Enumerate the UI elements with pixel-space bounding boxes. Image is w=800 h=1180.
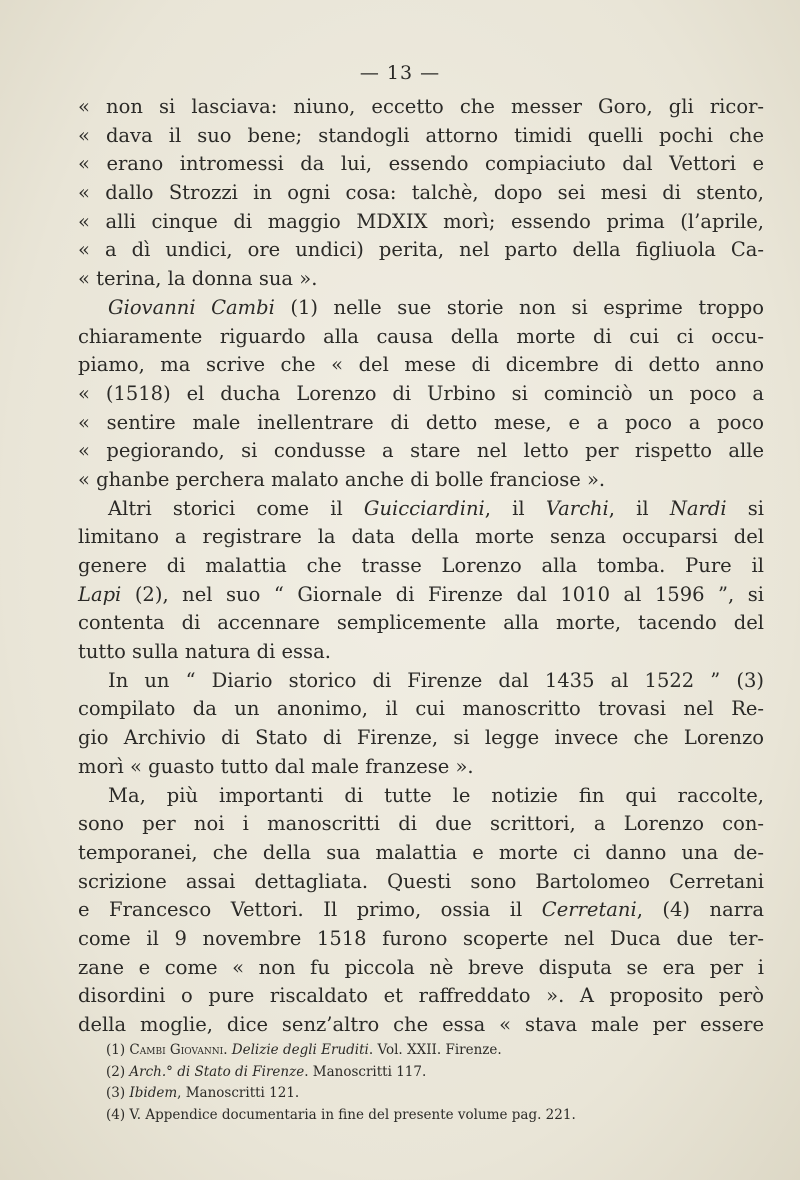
text-run: . (223, 1042, 232, 1058)
text-run: (4) V. Appendice documentaria in fine del presente volume pag. 221. (106, 1106, 576, 1123)
text-run: Ma, più importanti di tutte le notizie fin qui raccolte, (108, 783, 764, 807)
text-run: « ghanbe perchera malato anche di bolle franciose ». (78, 467, 606, 491)
text-run: « a dì undici, ore undici) perita, nel parto della figliuola Ca- (78, 238, 764, 262)
text-run: tutto sulla natura di essa. (78, 640, 331, 664)
text-run: compilato da un anonimo, il cui manoscritto trovasi nel Re- (78, 697, 764, 721)
text-run: . Vol. XXII. Firenze. (368, 1042, 502, 1058)
text-run: « dallo Strozzi in ogni cosa: talchè, dopo sei mesi di stento, (78, 181, 764, 205)
text-run: (3) (106, 1085, 130, 1101)
page-number-header: — 13 — (359, 62, 441, 84)
text-run: « erano intromessi da lui, essendo compiaciuto dal Vettori e (78, 152, 764, 176)
text-line (78, 839, 764, 868)
text-run: « non si lasciava: niuno, eccetto che messer Goro, gli ricor- (78, 95, 764, 118)
text-run: zane e come « non fu piccola nè breve disputa se era per i (78, 955, 764, 979)
italic-text: Ibidem (129, 1085, 178, 1101)
text-run: (1) nelle sue storie non si esprime troppo (274, 295, 764, 319)
italic-text: Arch.° di Stato di Firenze (129, 1063, 305, 1080)
text-line (78, 122, 764, 151)
text-line (78, 896, 764, 925)
text-run: « (1518) el ducha Lorenzo di Urbino si cominciò un poco a (78, 381, 764, 405)
footnote (106, 1105, 766, 1127)
text-line (78, 523, 764, 552)
text-run: « pegiorando, si condusse a stare nel letto per rispetto alle (78, 439, 764, 463)
text-run: , (4) narra (636, 898, 764, 922)
text-run: limitano a registrare la data della morte senza occuparsi del (78, 525, 764, 549)
text-line (78, 954, 764, 983)
text-run: (2) (106, 1063, 130, 1080)
text-line (78, 409, 764, 438)
text-run: « terina, la donna sua ». (78, 267, 318, 291)
footnotes (106, 1040, 766, 1126)
text-line (78, 351, 764, 380)
text-run: piamo, ma scrive che « del mese di dicembre di detto anno (78, 353, 764, 377)
text-run: chiaramente riguardo alla causa della morte di cui ci occu- (78, 324, 764, 348)
italic-text: Guicciardini (363, 496, 485, 520)
text-run: « alli cinque di maggio MDXIX morì; essendo prima (l’aprile, (78, 209, 764, 233)
text-line (78, 753, 764, 782)
italic-text: Lapi (78, 582, 122, 606)
text-run: « dava il suo bene; standogli attorno timidi quelli pochi che (78, 123, 764, 147)
text-line (78, 236, 764, 265)
text-line (78, 609, 764, 638)
text-line (78, 437, 764, 466)
text-line (78, 495, 764, 524)
text-run: genere di malattia che trasse Lorenzo alla tomba. Pure il (78, 554, 764, 577)
text-run: disordini o pure riscaldato et raffreddato ». A proposito però (78, 984, 764, 1008)
text-run: della moglie, dice senz’altro che essa « stava male per essere (78, 1013, 764, 1036)
text-run: come il 9 novembre 1518 furono scoperte nel Duca due ter- (78, 926, 764, 950)
text-line (78, 380, 764, 409)
italic-text: Varchi (545, 496, 609, 520)
text-line (78, 724, 764, 753)
text-run: temporanei, che della sua malattia e morte ci danno una de- (78, 840, 764, 864)
text-run: , Manoscritti 121. (177, 1085, 300, 1101)
footnote (106, 1062, 766, 1084)
text-run: contenta di accennare semplicemente alla morte, tacendo del (78, 611, 764, 635)
italic-text: Giovanni Cambi (108, 295, 275, 319)
footnote (106, 1083, 766, 1105)
text-line (78, 294, 764, 323)
text-line (78, 982, 764, 1011)
text-line (78, 552, 764, 581)
italic-text: Nardi (669, 496, 727, 520)
text-run: Altri storici come il (108, 496, 364, 520)
text-run: , il (484, 496, 546, 520)
text-line (78, 810, 764, 839)
text-run: sono per noi i manoscritti di due scrittori, a Lorenzo con- (78, 812, 764, 836)
text-run: si (726, 496, 764, 520)
text-line (78, 179, 764, 208)
text-run: scrizione assai dettagliata. Questi sono Bartolomeo Cerretani (78, 869, 764, 893)
text-run: e Francesco Vettori. Il primo, ossia il (78, 898, 542, 922)
text-line (78, 782, 764, 811)
text-line (78, 208, 764, 237)
small-caps-text: Cambi Giovanni (129, 1042, 224, 1058)
text-line (78, 1011, 764, 1040)
text-line (78, 695, 764, 724)
footnote (106, 1040, 766, 1062)
text-line (78, 638, 764, 667)
text-line (78, 925, 764, 954)
text-line (78, 323, 764, 352)
text-run: (2), nel suo “ Giornale di Firenze dal 1010 al 1596 ”, si (121, 582, 764, 606)
text-line (78, 265, 764, 294)
text-run: , il (608, 496, 670, 520)
italic-text: Delizie degli Eruditi (231, 1042, 369, 1058)
text-run: « sentire male inellentrare di detto mese, e a poco a poco (78, 410, 764, 434)
italic-text: Cerretani (541, 898, 637, 922)
text-line (78, 667, 764, 696)
text-run: . Manoscritti 117. (304, 1063, 427, 1080)
body-text (78, 93, 764, 1040)
text-run: In un “ Diario storico di Firenze dal 1435 al 1522 ” (3) (108, 668, 764, 692)
text-line (78, 868, 764, 897)
text-line (78, 466, 764, 495)
text-run: morì « guasto tutto dal male franzese ». (78, 754, 474, 778)
text-run: gio Archivio di Stato di Firenze, si legge invece che Lorenzo (78, 726, 764, 750)
text-line (78, 93, 764, 122)
text-run: (1) (106, 1042, 130, 1058)
text-line (78, 581, 764, 610)
text-line (78, 150, 764, 179)
